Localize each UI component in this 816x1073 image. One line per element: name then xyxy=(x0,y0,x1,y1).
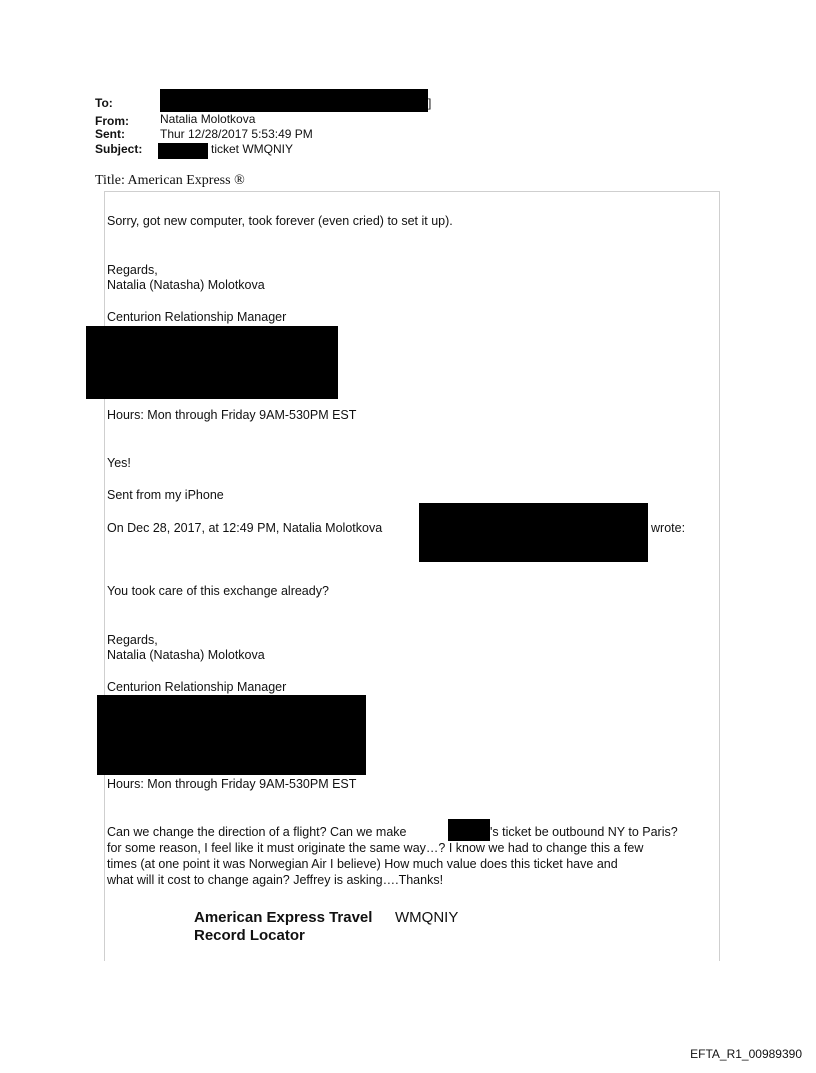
apology-line: Sorry, got new computer, took forever (even cried) to set it up). xyxy=(107,214,453,228)
record-locator-label: Record Locator xyxy=(194,927,305,944)
travel-label: American Express Travel xyxy=(194,909,373,926)
travel-code: WMQNIY xyxy=(395,909,459,926)
question-line: You took care of this exchange already? xyxy=(107,584,329,598)
paragraph-line-2: for some reason, I feel like it must originate the same way…? I know we had to change this a few xyxy=(107,841,644,855)
frame-top-border xyxy=(104,191,720,192)
paragraph-line-3: times (at one point it was Norwegian Air I believe) How much value does this ticket have and xyxy=(107,857,618,871)
frame-left-border xyxy=(104,191,105,961)
redaction-subject xyxy=(158,143,208,159)
to-bracket: ] xyxy=(428,96,432,110)
sent-value: Thur 12/28/2017 5:53:49 PM xyxy=(160,127,313,141)
sent-from-iphone: Sent from my iPhone xyxy=(107,488,224,502)
signature-name-2: Natalia (Natasha) Molotkova xyxy=(107,648,265,662)
hours-2: Hours: Mon through Friday 9AM-530PM EST xyxy=(107,777,357,791)
document-id: EFTA_R1_00989390 xyxy=(690,1047,802,1061)
paragraph-line-1b: 's ticket be outbound NY to Paris? xyxy=(490,825,678,839)
from-label: From: xyxy=(95,114,129,128)
signature-role-2: Centurion Relationship Manager xyxy=(107,680,287,694)
frame-right-border xyxy=(719,191,720,961)
redaction-signature-2 xyxy=(97,695,366,775)
paragraph-line-1a: Can we change the direction of a flight? Can we make xyxy=(107,825,407,839)
paragraph-line-4: what will it cost to change again? Jeffrey is asking….Thanks! xyxy=(107,873,444,887)
signature-role-1: Centurion Relationship Manager xyxy=(107,310,287,324)
subject-label: Subject: xyxy=(95,142,143,156)
sent-label: Sent: xyxy=(95,127,125,141)
signature-name-1: Natalia (Natasha) Molotkova xyxy=(107,278,265,292)
redaction-to xyxy=(160,89,428,112)
subject-value: ticket WMQNIY xyxy=(211,142,294,156)
wrote-label: wrote: xyxy=(651,521,686,535)
document-title: Title: American Express ® xyxy=(95,173,245,188)
to-label: To: xyxy=(95,96,113,110)
redaction-name xyxy=(448,819,490,841)
redaction-signature-1 xyxy=(86,326,338,399)
on-date-line: On Dec 28, 2017, at 12:49 PM, Natalia Molotkova xyxy=(107,521,383,535)
redaction-email xyxy=(419,503,648,562)
regards-1: Regards, xyxy=(107,263,158,277)
yes-line: Yes! xyxy=(107,456,131,470)
hours-1: Hours: Mon through Friday 9AM-530PM EST xyxy=(107,408,357,422)
from-value: Natalia Molotkova xyxy=(160,112,256,126)
regards-2: Regards, xyxy=(107,633,158,647)
